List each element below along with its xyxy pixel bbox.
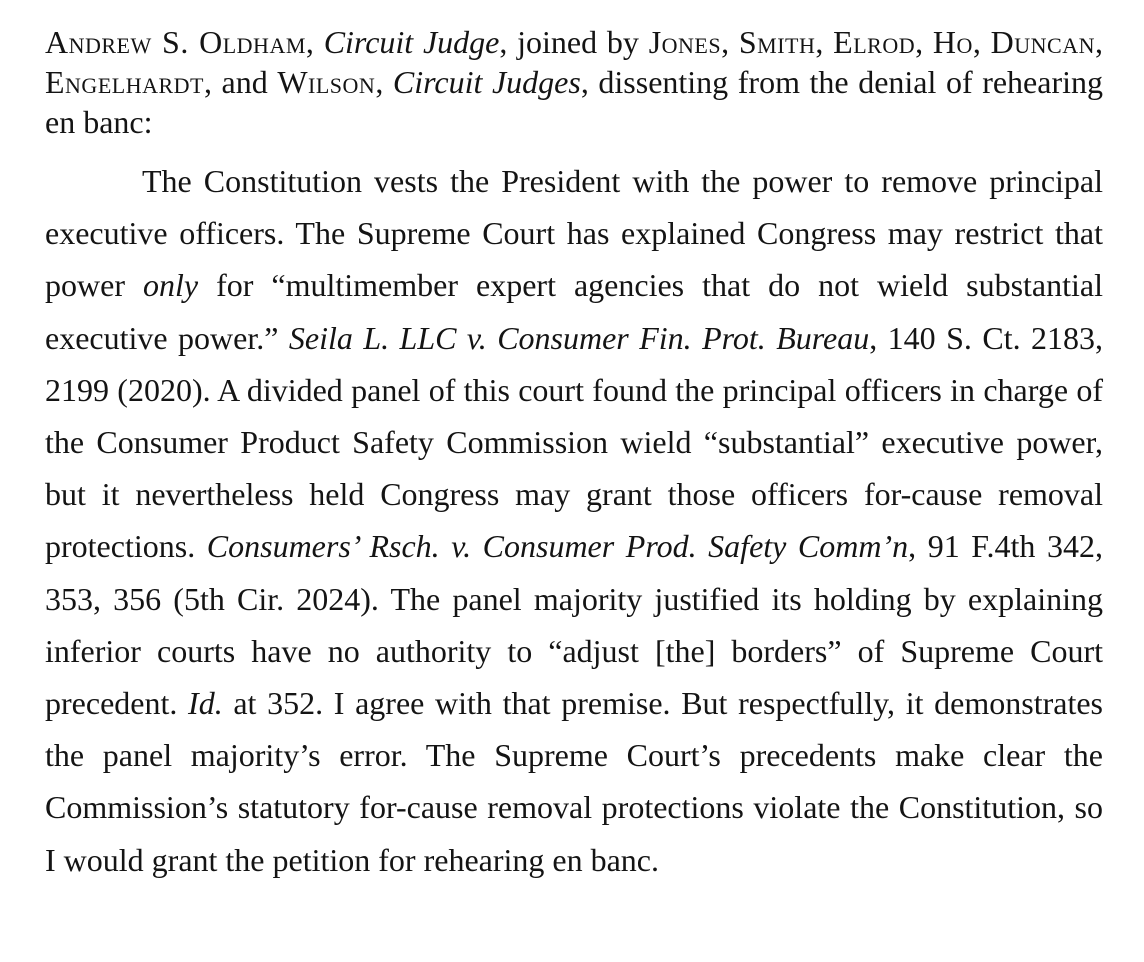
separator: , [815, 24, 834, 60]
paragraph-text: at 352. I agree with that premise. But respectfully, it demonstrates the panel majority’s error. The Supreme Court’s precedents make clear the Commission’s statutory for-cause removal protections violate the Constitution, so I would grant the petition for rehearing en banc. [45, 685, 1104, 878]
judge-duncan: Duncan [990, 24, 1096, 60]
and-text: , and [203, 64, 278, 100]
separator: , [305, 24, 324, 60]
dissent-description: , dissenting from the denial of rehearing en banc: [45, 64, 1104, 140]
id-citation: Id. [188, 685, 223, 722]
case-citation-consumers-research: Consumers’ Rsch. v. Consumer Prod. Safety Comm’n [206, 528, 909, 565]
judge-elrod: Elrod [833, 24, 916, 60]
judge-wilson: Wilson [277, 64, 376, 100]
dissent-heading [45, 22, 1103, 142]
opinion-paragraph [45, 155, 1103, 886]
separator: , [375, 64, 393, 100]
case-citation-seila: Seila L. LLC v. Consumer Fin. Prot. Bureau [288, 319, 870, 356]
separator: , [972, 24, 991, 60]
separator: , [1095, 24, 1104, 60]
judge-ho: Ho [932, 24, 973, 60]
separator: , [915, 24, 933, 60]
paragraph-text: for “multimember expert agencies that do not wield substantial executive power.” [45, 267, 1104, 356]
joined-by-text: , joined by [499, 24, 649, 60]
judge-smith: Smith [738, 24, 816, 60]
paragraph-text: The Constitution vests the President with the power to remove principal executive officers. The Supreme Court has explained Congress may restrict that power [45, 163, 1103, 304]
opinion-page [45, 22, 1103, 886]
paragraph-text: , 140 S. Ct. 2183, 2199 (2020). A divided panel of this court found the principal officers in charge of the Consumer Product Safety Commission wield “substantial” executive power, but it nevertheless held Congress may grant those officers for-cause removal protections. [45, 319, 1104, 565]
judge-engelhardt: Engelhardt [45, 64, 204, 100]
judge-jones: Jones [648, 24, 722, 60]
separator: , [721, 24, 739, 60]
emphasis-text: only [142, 267, 199, 304]
joining-judges-title: Circuit Judges [392, 64, 581, 100]
authoring-judge-title: Circuit Judge [323, 24, 500, 60]
authoring-judge-name: Andrew S. Oldham [45, 24, 306, 60]
paragraph-text: , 91 F.4th 342, 353, 356 (5th Cir. 2024). The panel majority justified its holding by explaining inferior courts have no authority to “adjust [the] borders” of Supreme Court precedent. [45, 528, 1104, 722]
